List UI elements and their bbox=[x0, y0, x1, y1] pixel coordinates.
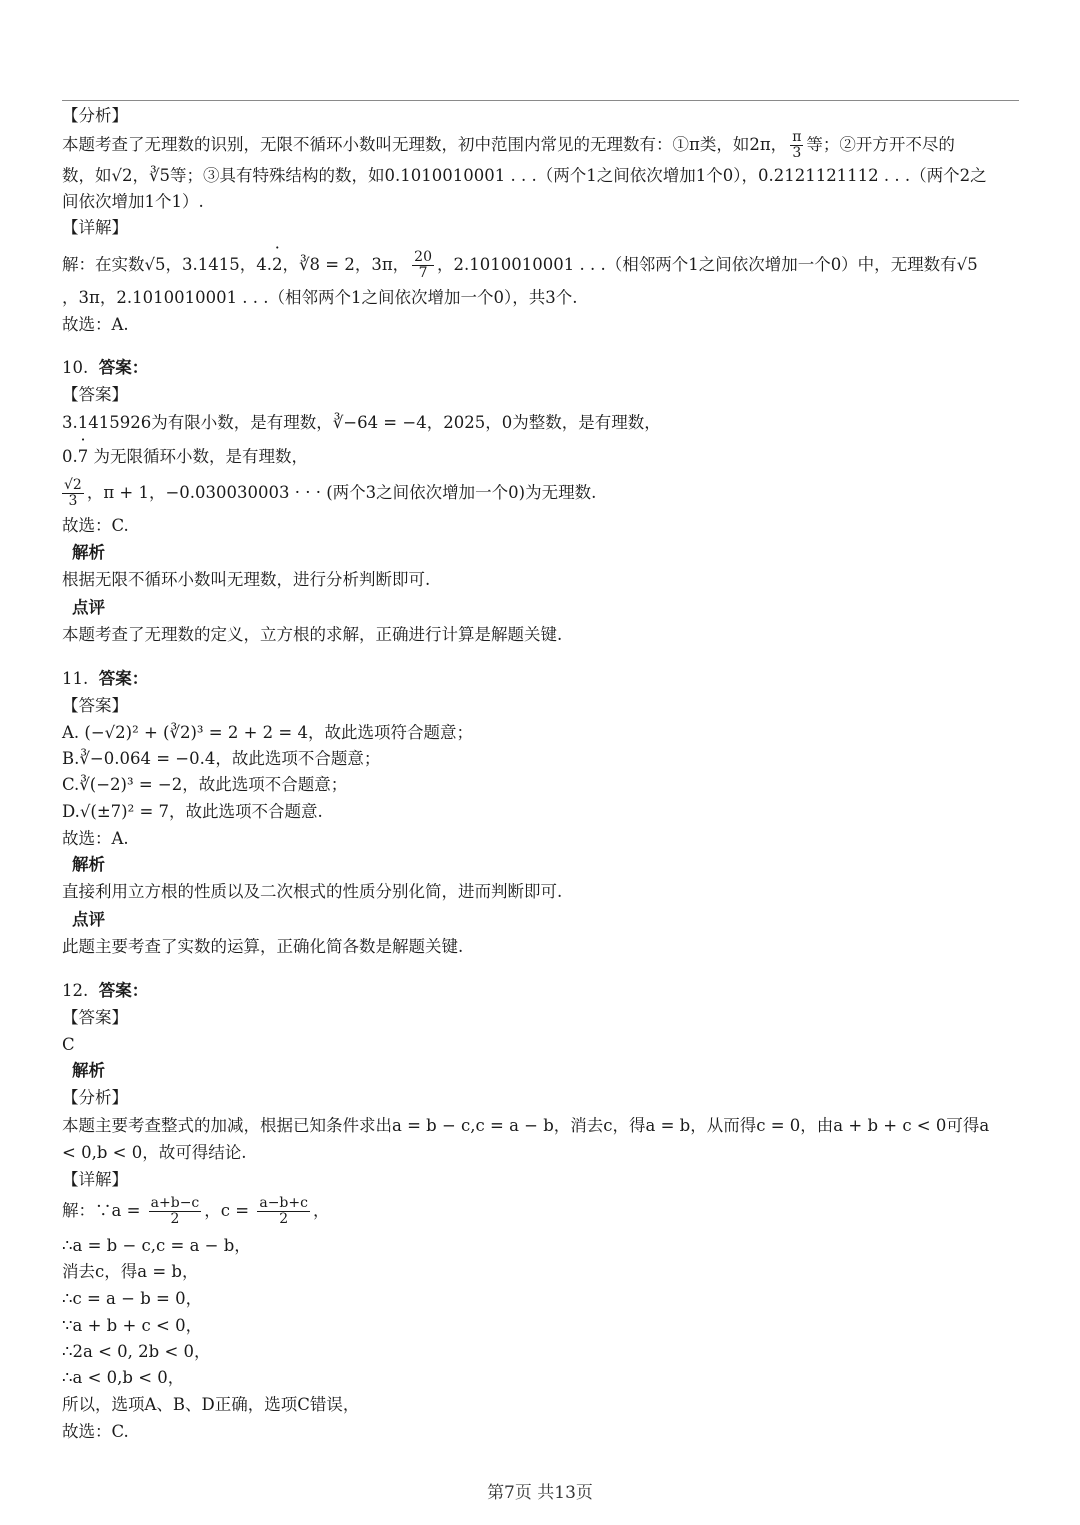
q10-analysis-label: 解析 bbox=[72, 543, 105, 562]
q9-fenxi-line3: 间依次增加1个1）. bbox=[62, 192, 204, 211]
q10-answer-label: 【答案】 bbox=[62, 385, 128, 404]
q9-fenxi-label: 【分析】 bbox=[62, 106, 128, 125]
q11-option-d: D.√(±7)² = 7，故此选项不合题意. bbox=[62, 802, 323, 821]
q10-choice: 故选：C. bbox=[62, 516, 129, 535]
q11-comment: 此题主要考查了实数的运算，正确化简各数是解题关键. bbox=[62, 937, 464, 956]
q11-answer-label: 【答案】 bbox=[62, 696, 128, 715]
q12-fenxi-label: 【分析】 bbox=[62, 1088, 128, 1107]
fraction: $\frac{a+b-c}{2}$ bbox=[150, 1195, 200, 1227]
fraction: $\frac{a-b+c}{2}$ bbox=[259, 1195, 308, 1227]
q11-comment-label: 点评 bbox=[72, 910, 105, 929]
q10-header bbox=[62, 356, 148, 380]
q11-option-b: B.∛−0.064 = −0.4，故此选项不合题意； bbox=[62, 749, 381, 768]
question-number: 11. bbox=[62, 669, 89, 688]
page-footer: 第7页 共13页 bbox=[487, 1483, 593, 1503]
q9-fenxi-line1: 本题考查了无理数的识别，无限不循环小数叫无理数，初中范围内常见的无理数有：①π类，如2π， $\frac{\pi}{3}$ 等；②开方开不尽的 bbox=[62, 129, 955, 161]
q12-analysis-label: 解析 bbox=[72, 1061, 105, 1080]
q10-comment: 本题考查了无理数的定义，立方根的求解，正确进行计算是解题关键. bbox=[62, 625, 563, 644]
q10-line1: 3.1415926为有限小数，是有理数，∛−64 = −4，2025，0为整数，是有理数， bbox=[62, 413, 661, 432]
q12-step8: 所以，选项A、B、D正确，选项C错误， bbox=[62, 1395, 360, 1414]
q12-step4: ∴c = a − b = 0， bbox=[62, 1289, 203, 1308]
q12-step2: ∴a = b − c,c = a − b， bbox=[62, 1236, 251, 1255]
q11-option-a: A. (−√2)² + (∛2)³ = 2 + 2 = 4，故此选项符合题意； bbox=[62, 723, 473, 742]
q12-xiangjie-label: 【详解】 bbox=[62, 1170, 128, 1189]
repeating-digit: · 2 bbox=[272, 253, 283, 277]
answer-title: 答案： bbox=[98, 358, 149, 377]
q11-analysis: 直接利用立方根的性质以及二次根式的性质分别化简，进而判断即可. bbox=[62, 882, 563, 901]
answer-title: 答案： bbox=[98, 981, 149, 1000]
q11-analysis-label: 解析 bbox=[72, 855, 105, 874]
q12-fenxi-line1: 本题主要考查整式的加减，根据已知条件求出a = b − c,c = a − b，消去c，得a = b，从而得c = 0，由a + b + c < 0可得a bbox=[62, 1116, 990, 1135]
q10-line3: $\frac{√2}{3}$ ，π + 1，−0.030030003 · · · (两个3之间依次增加一个0)为无理数. bbox=[64, 477, 597, 509]
q12-header bbox=[62, 979, 148, 1003]
q12-step7: ∴a < 0,b < 0， bbox=[62, 1368, 185, 1387]
repeating-digit: · 7 bbox=[78, 445, 89, 469]
q10-line2: 0.· 7 为无限循环小数，是有理数， bbox=[62, 445, 308, 469]
question-number: 12. bbox=[62, 981, 89, 1000]
answer-title: 答案： bbox=[98, 669, 149, 688]
q9-xiangjie-line1: 解：在实数√5，3.1415，4.· 2，∛8 = 2，3π， $\frac{20}{7}$ ，2.1010010001 . . .（相邻两个1之间依次增加一个0）中，无理数有√5 bbox=[62, 250, 978, 281]
q12-choice: 故选：C. bbox=[62, 1422, 129, 1441]
q12-step5: ∵a + b + c < 0， bbox=[62, 1316, 203, 1335]
q11-choice: 故选：A. bbox=[62, 829, 129, 848]
q9-fenxi-line2: 数，如√2，∛5等；③具有特殊结构的数，如0.1010010001 . . .（两个1之间依次增加1个0），0.2121121112 . . .（两个2之 bbox=[62, 166, 987, 185]
q12-answer: C bbox=[62, 1035, 75, 1054]
pi-over-3-fraction: $\frac{\pi}{3}$ bbox=[792, 129, 802, 161]
q11-header bbox=[62, 667, 148, 691]
q12-answer-label: 【答案】 bbox=[62, 1008, 128, 1027]
q10-analysis: 根据无限不循环小数叫无理数，进行分析判断即可. bbox=[62, 570, 431, 589]
q9-xiangjie-line2: ，3π，2.1010010001 . . .（相邻两个1之间依次增加一个0），共3个. bbox=[62, 288, 578, 307]
twenty-over-seven-fraction: $\frac{20}{7}$ bbox=[414, 249, 432, 281]
q12-step1: 解：∵a = $\frac{a+b-c}{2}$ ，c = $\frac{a-b+c}{2}$ ， bbox=[62, 1195, 330, 1227]
q12-step6: ∴2a < 0, 2b < 0， bbox=[62, 1342, 211, 1361]
q9-xiangjie-label: 【详解】 bbox=[62, 218, 128, 237]
question-number: 10. bbox=[62, 358, 89, 377]
root2-over-3-fraction: $\frac{√2}{3}$ bbox=[64, 477, 82, 509]
q9-choice: 故选：A. bbox=[62, 315, 129, 334]
header-rule bbox=[62, 100, 1019, 101]
q12-fenxi-line2: < 0,b < 0，故可得结论. bbox=[62, 1143, 247, 1162]
q12-step3: 消去c，得a = b， bbox=[62, 1262, 199, 1281]
q11-option-c: C.∛(−2)³ = −2，故此选项不合题意； bbox=[62, 775, 348, 794]
q10-comment-label: 点评 bbox=[72, 598, 105, 617]
